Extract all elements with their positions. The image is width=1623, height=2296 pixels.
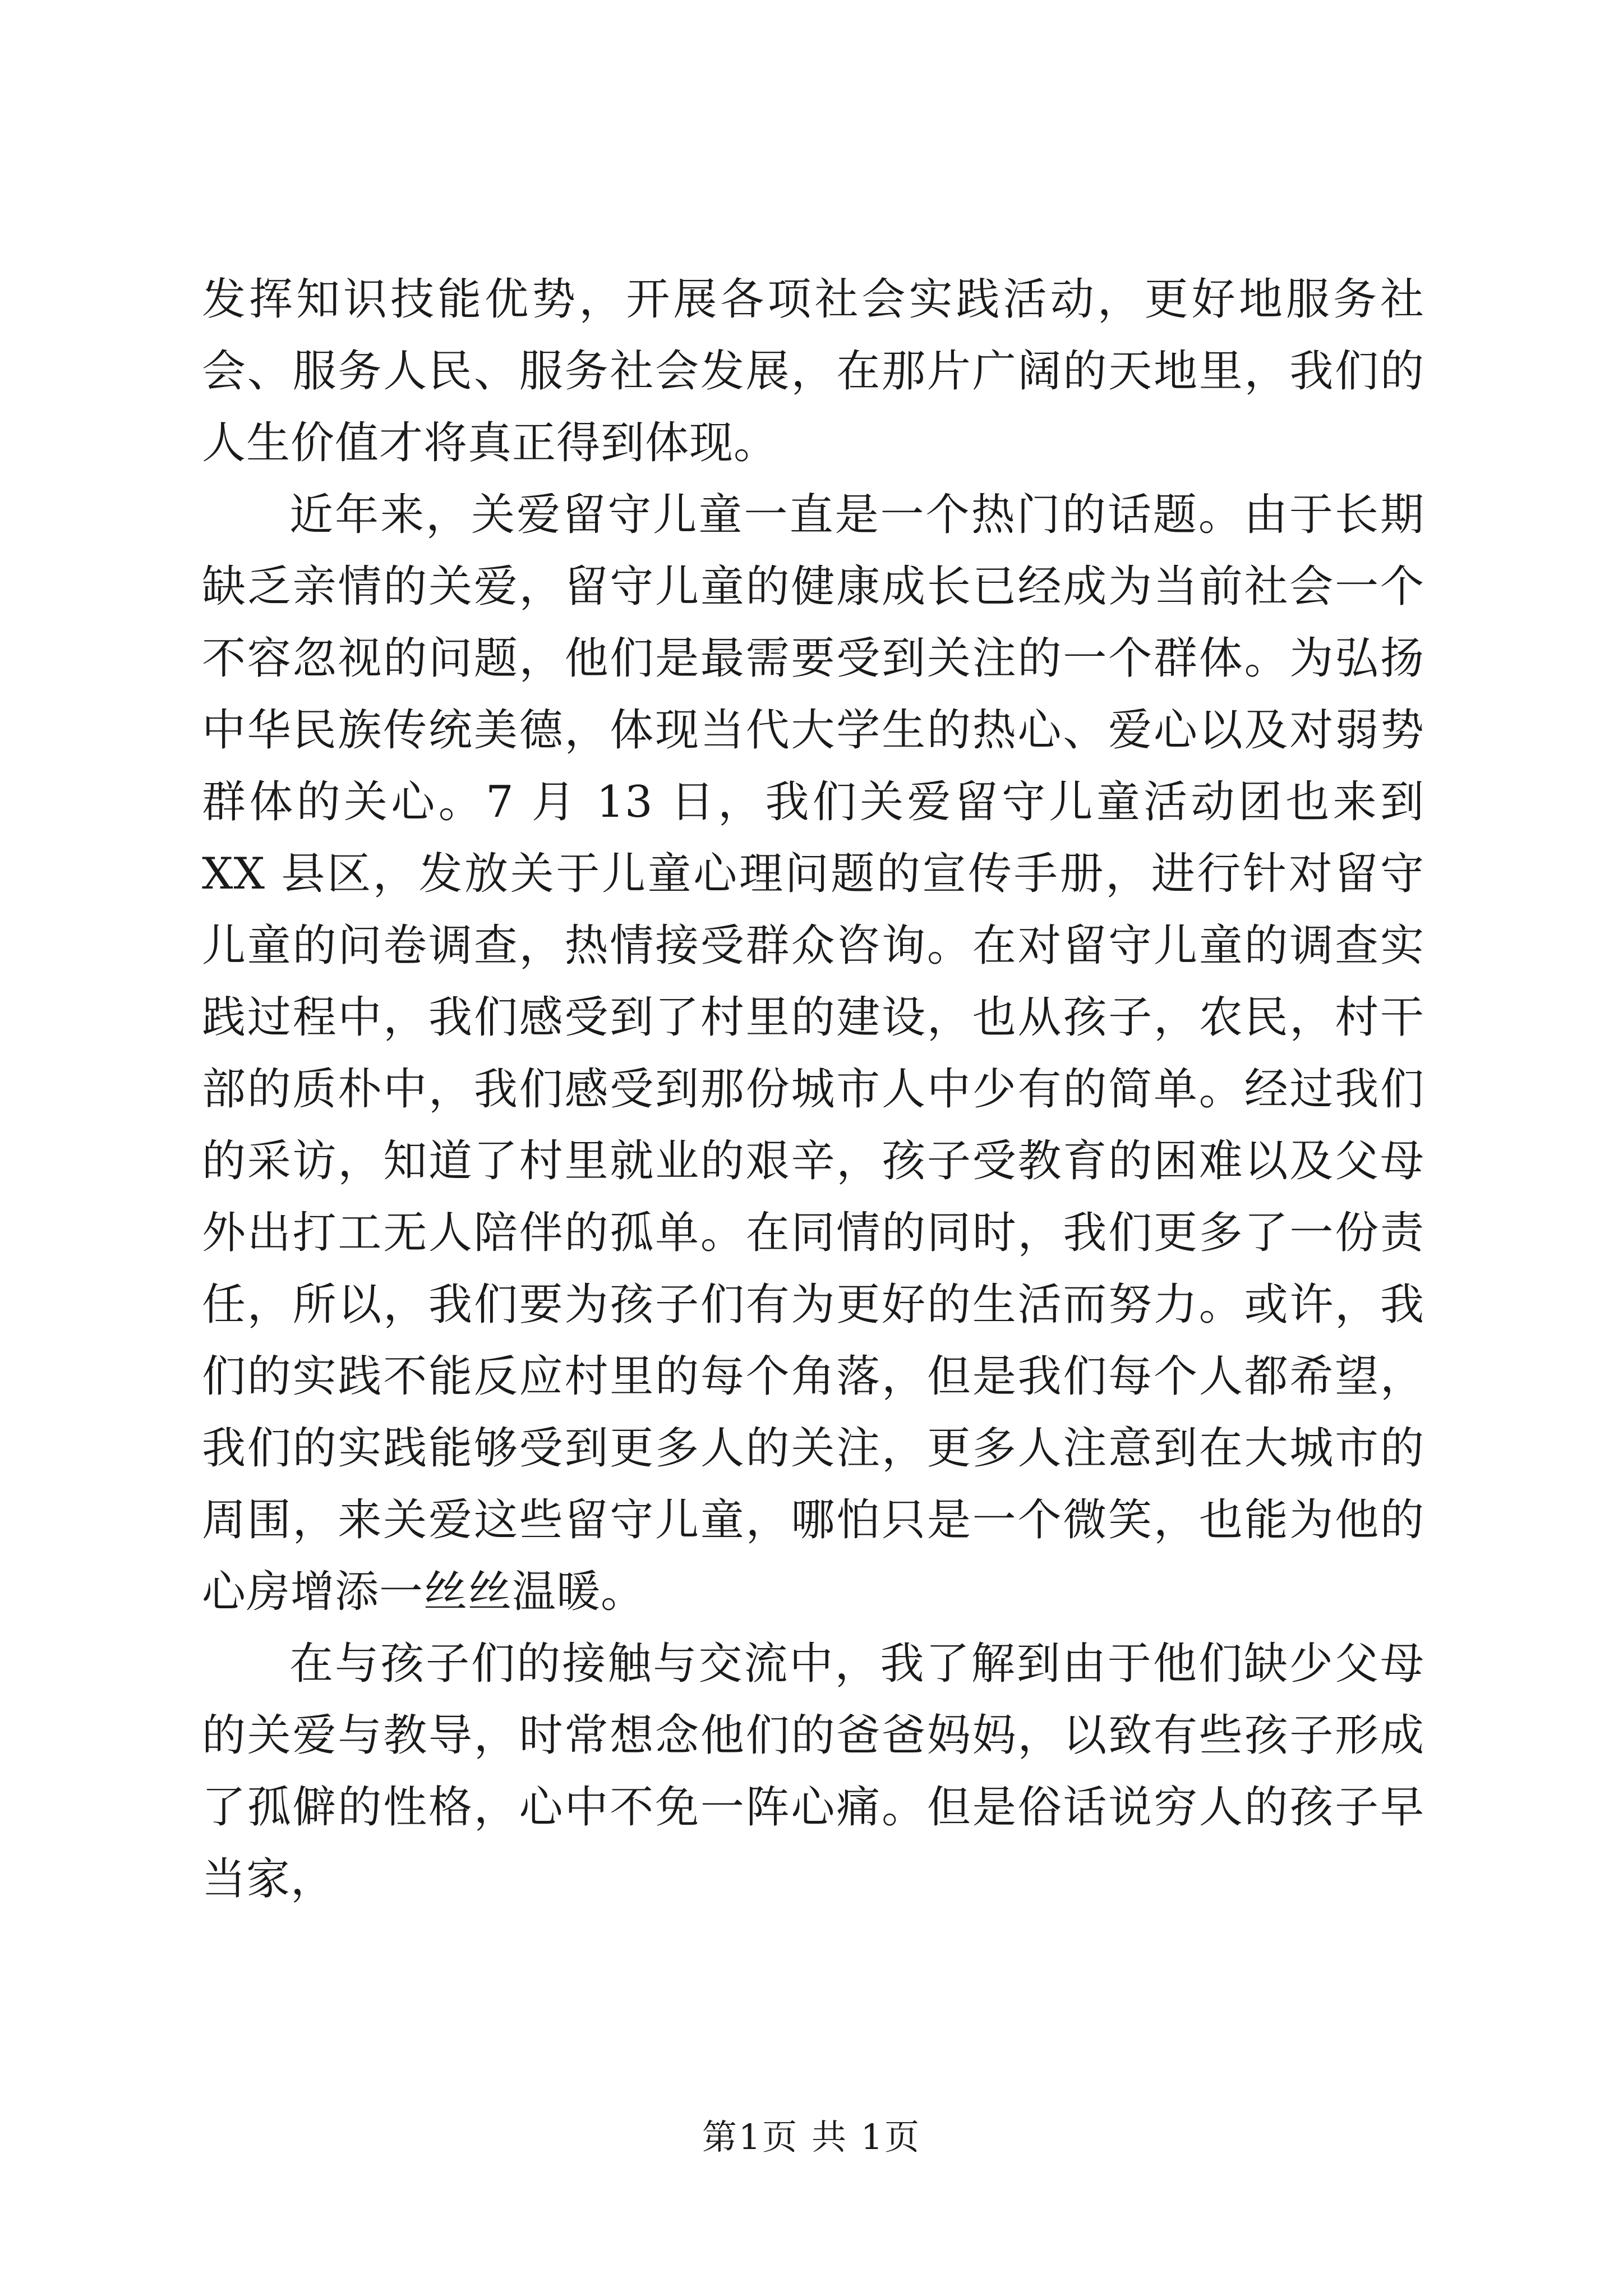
document-body: [202, 264, 1424, 1915]
paragraph-3: 在与孩子们的接触与交流中，我了解到由于他们缺少父母的关爱与教导，时常想念他们的爸爸妈妈，以致有些孩子形成了孤僻的性格，心中不免一阵心痛。但是俗话说穷人的孩子早当家，: [202, 1639, 1424, 1904]
paragraph-1: 发挥知识技能优势，开展各项社会实践活动，更好地服务社会、服务人民、服务社会发展，在那片广阔的天地里，我们的人生价值才将真正得到体现。: [202, 274, 1424, 468]
page-footer: 第1页 共 1页: [702, 2116, 921, 2157]
paragraph-2: 近年来，关爱留守儿童一直是一个热门的话题。由于长期缺乏亲情的关爱，留守儿童的健康成长已经成为当前社会一个不容忽视的问题，他们是最需要受到关注的一个群体。为弘扬中华民族传统美德，体现当代大学生的热心、爱心以及对弱势群体的关心。7 月 13 日，我们关爱留守儿童活动团也来到 XX 县区，发放关于儿童心理问题的宣传手册，进行针对留守儿童的问卷调查，热情接受群众咨询。在对留守儿童的调查实践过程中，我们感受到了村里的建设，也从孩子，农民，村干部的质朴中，我们感受到那份城市人中少有的简单。经过我们的采访，知道了村里就业的艰辛，孩子受教育的困难以及父母外出打工无人陪伴的孤单。在同情的同时，我们更多了一份责任，所以，我们要为孩子们有为更好的生活而努力。或许，我们的实践不能反应村里的每个角落，但是我们每个人都希望，我们的实践能够受到更多人的关注，更多人注意到在大城市的周围，来关爱这些留守儿童，哪怕只是一个微笑，也能为他的心房增添一丝丝温暖。: [202, 490, 1424, 1617]
